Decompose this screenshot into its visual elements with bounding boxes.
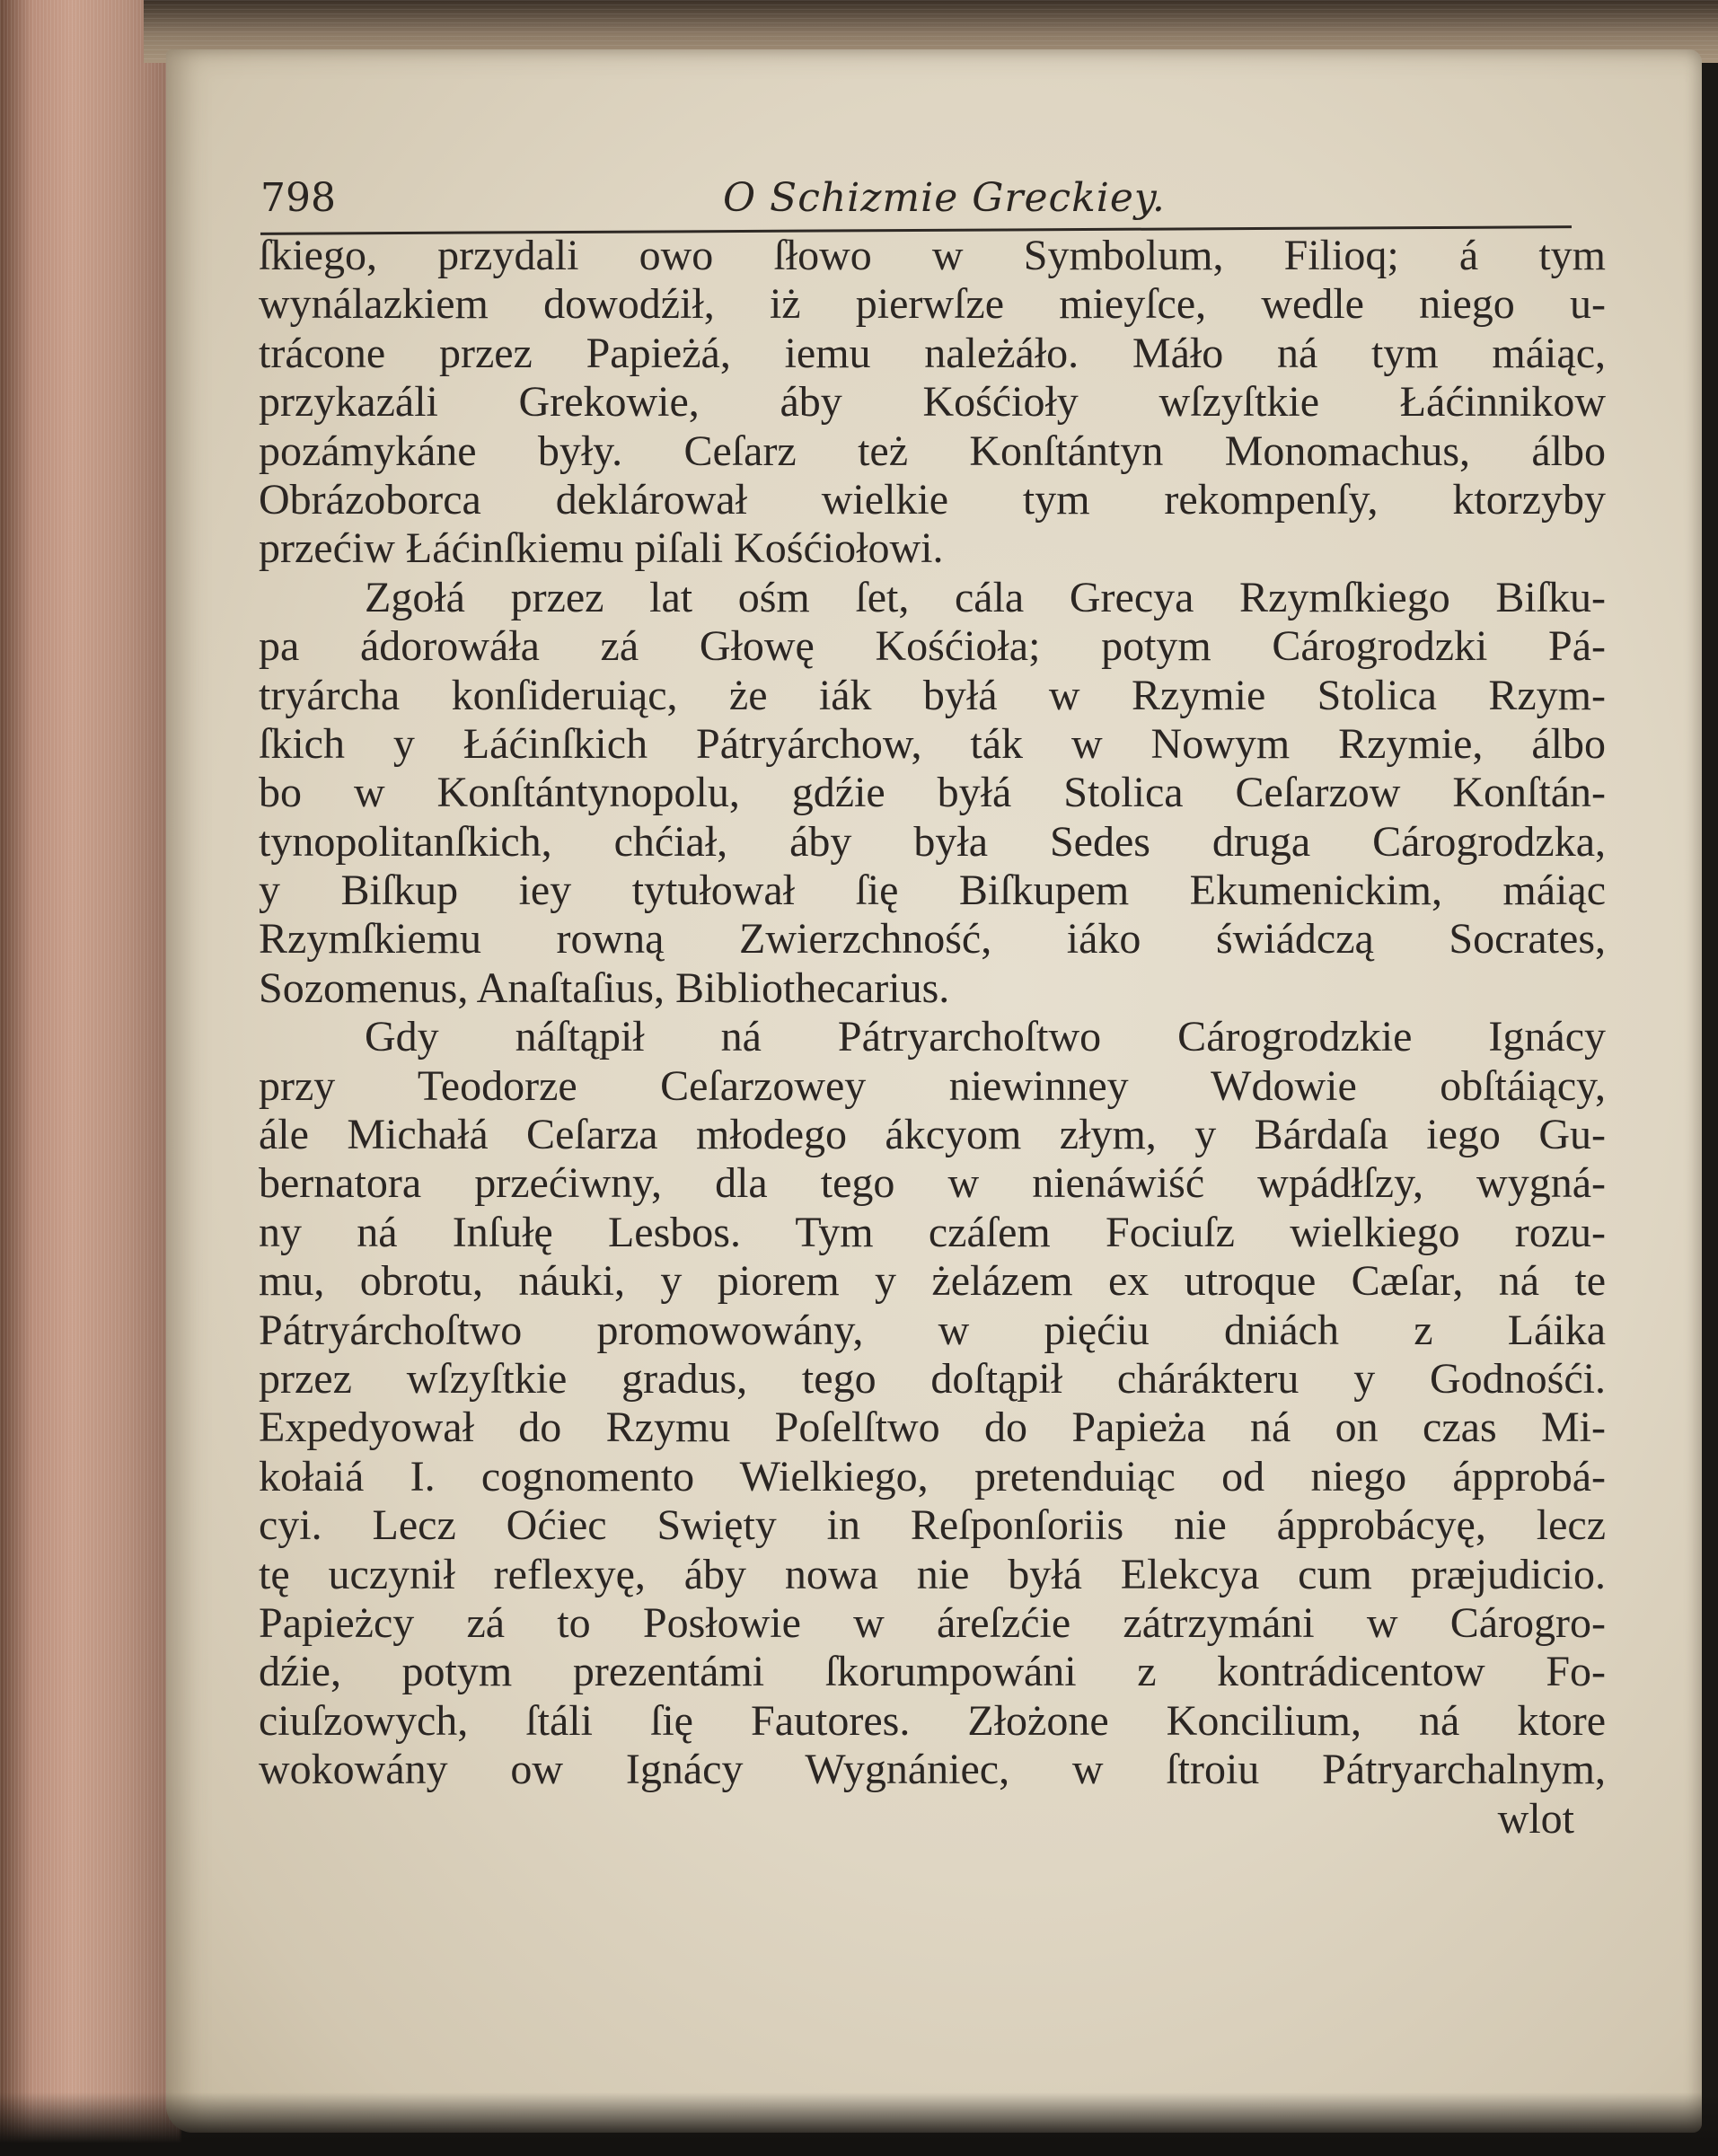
running-title: O Schizmie Greckiey. xyxy=(723,175,1166,221)
text-line: bernatora przećiwny, dla tego w nienáwiść wpádłſzy, wygná- xyxy=(259,1159,1606,1208)
text-line: ſkiego, przydali owo ſłowo w Symbolum, Filioq; á tym xyxy=(259,232,1606,279)
text-line: przy Teodorze Ceſarzowey niewinney Wdowie obſtáiący, xyxy=(259,1061,1606,1110)
text-line: ciuſzowych, ſtáli ſię Fautores. Złożone Koncilium, ná ktore xyxy=(259,1696,1606,1745)
text-line: Pátryárchoſtwo promowowány, w pięćiu dniách z Láika xyxy=(259,1306,1606,1354)
text-line: wynálazkiem dowodźił, iż pierwſze mieyſce, wedle niego u- xyxy=(259,280,1606,329)
text-line: ále Michałá Ceſarza młodego ákcyom złym, y Bárdaſa iego Gu- xyxy=(259,1111,1606,1159)
text-line: przećiw Łáćinſkiemu piſali Kośćiołowi. xyxy=(259,524,944,573)
text-line: trácone przez Papieżá, iemu należáło. Máło ná tym máiąc, xyxy=(259,329,1606,377)
page-edges-left xyxy=(0,0,181,2156)
text-line: Obrázoborca deklárował wielkie tym rekompenſy, ktorzyby xyxy=(259,475,1606,524)
text-line: y Biſkup iey tytułował ſię Biſkupem Ekumenickim, máiąc xyxy=(259,867,1606,915)
text-line: Rzymſkiemu rowną Zwierzchność, iáko świádczą Socrates, xyxy=(259,915,1606,964)
text-line: Expedyował do Rzymu Poſelſtwo do Papieża ná on czas Mi- xyxy=(259,1404,1606,1452)
text-line: mu, obrotu, náuki, y piorem y żelázem ex utroque Cæſar, ná te xyxy=(259,1257,1606,1306)
text-line: bo w Konſtántynopolu, gdźie byłá Stolica Ceſarzow Konſtán- xyxy=(259,769,1606,817)
catchword: wlot xyxy=(1497,1794,1574,1843)
text-line: ny ná Inſułę Lesbos. Tym czáſem Fociuſz wielkiego rozu- xyxy=(259,1208,1606,1256)
text-line: Zgołá przez lat ośm ſet, cála Grecya Rzymſkiego Biſku- xyxy=(365,573,1606,621)
text-line: pozámykáne były. Ceſarz też Konſtántyn Monomachus, álbo xyxy=(259,427,1606,475)
text-line: wokowány ow Ignácy Wygnániec, w ſtroiu Pátryarchalnym, xyxy=(259,1746,1606,1794)
text-line: przykazáli Grekowie, áby Kośćioły wſzyſtkie Łáćinnikow xyxy=(259,378,1606,427)
text-line: tę uczynił reflexyę, áby nowa nie byłá Elekcya cum præjudicio. xyxy=(259,1550,1606,1598)
text-line: kołaiá I. cognomento Wielkiego, pretenduiąc od niego ápprobá- xyxy=(259,1452,1606,1500)
text-line: pa ádorowáła zá Głowę Kośćioła; potym Cárogrodzki Pá- xyxy=(259,622,1606,671)
text-line: Papieżcy zá to Posłowie w áreſzćie zátrzymáni w Cárogro- xyxy=(259,1598,1606,1647)
page-number: 798 xyxy=(260,175,336,221)
body-text xyxy=(259,232,1606,1844)
bottom-shadow xyxy=(0,2092,1718,2156)
text-line: cyi. Lecz Oćiec Swięty in Reſponſoriis nie ápprobácyę, lecz xyxy=(259,1501,1606,1550)
text-line: Gdy náſtąpił ná Pátryarchoſtwo Cárogrodzkie Ignácy xyxy=(365,1013,1606,1061)
text-line: przez wſzyſtkie gradus, tego doſtąpił chárákteru y Godnośći. xyxy=(259,1354,1606,1403)
text-line: tryárcha konſideruiąc, że iák byłá w Rzymie Stolica Rzym- xyxy=(259,671,1606,719)
text-line: dźie, potym prezentámi ſkorumpowáni z kontrádicentow Fo- xyxy=(259,1648,1606,1696)
text-line: tynopolitanſkich, chćiał, áby była Sedes druga Cárogrodzka, xyxy=(259,817,1606,866)
text-line: Sozomenus, Anaſtaſius, Bibliothecarius. xyxy=(259,964,950,1012)
text-line: ſkich y Łáćinſkich Pátryárchow, ták w Nowym Rzymie, álbo xyxy=(259,719,1606,768)
